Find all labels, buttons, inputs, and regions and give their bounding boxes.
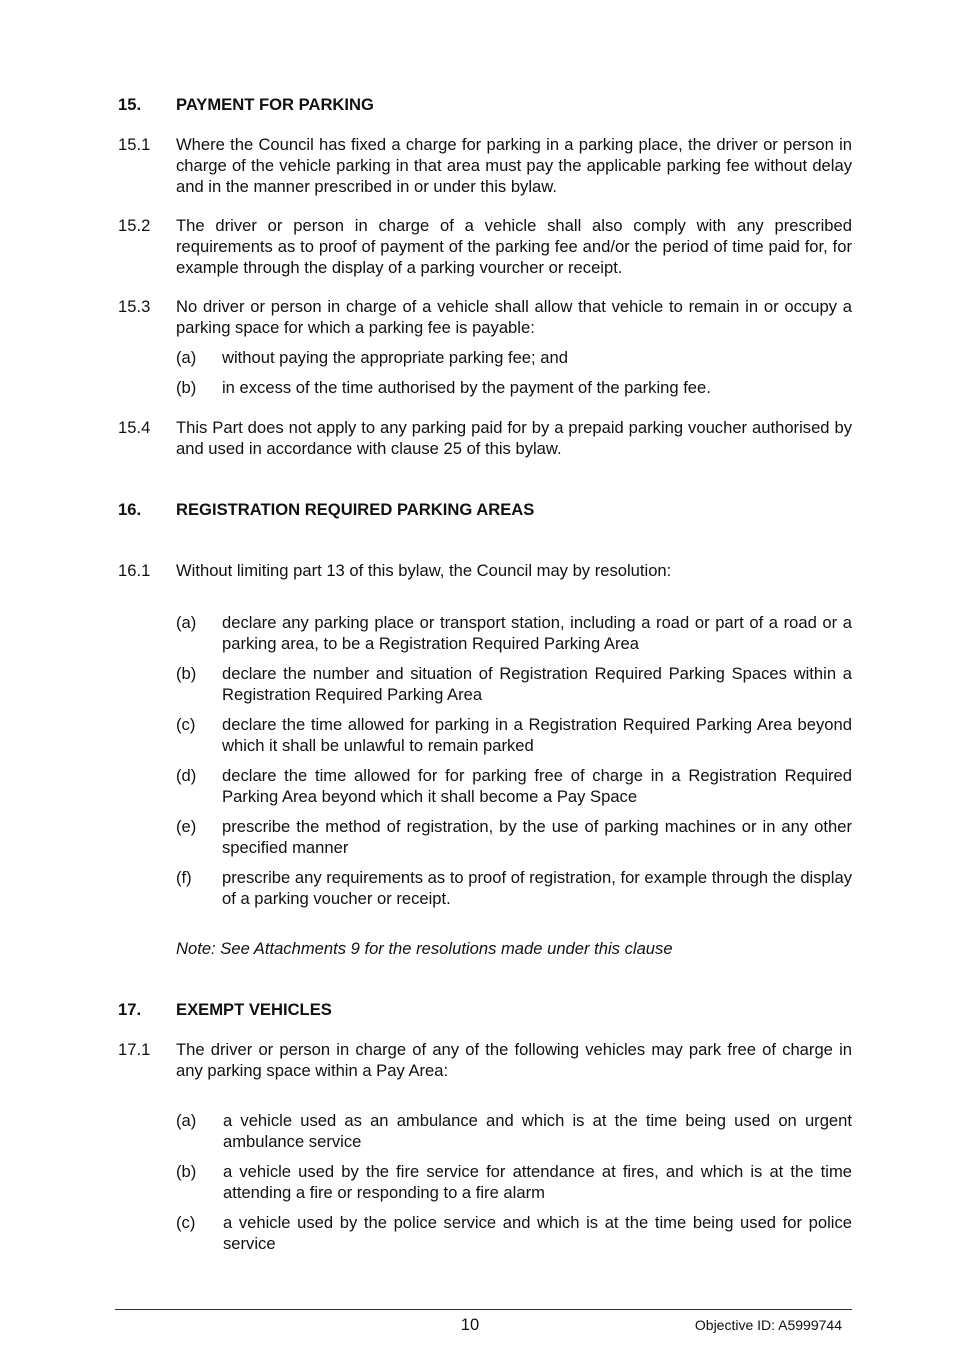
clause-16-1-item-a-text: declare any parking place or transport station, including a road or part of a road or a parking area, to be a Registration Required Parking Area	[222, 613, 852, 653]
footer-divider	[115, 1309, 852, 1310]
clause-15-3-number: 15.3	[118, 297, 151, 316]
clause-16-1-item-c-label: (c)	[176, 715, 196, 734]
clause-15-3-item-b-label: (b)	[176, 378, 197, 397]
clause-15-1-number: 15.1	[118, 135, 151, 154]
section-15-title: PAYMENT FOR PARKING	[176, 95, 374, 114]
clause-16-1-item-f-text: prescribe any requirements as to proof of registration, for example through the display of a parking voucher or receipt.	[222, 868, 852, 908]
section-15-number: 15.	[118, 95, 142, 114]
clause-15-3-item-a-label: (a)	[176, 348, 197, 367]
section-17-number: 17.	[118, 1000, 142, 1019]
section-17-title: EXEMPT VEHICLES	[176, 1000, 332, 1019]
clause-17-1-number: 17.1	[118, 1040, 151, 1059]
clause-16-1-text: Without limiting part 13 of this bylaw, the Council may by resolution:	[176, 561, 672, 580]
clause-17-1-text: The driver or person in charge of any of the following vehicles may park free of charge in any parking space within a Pay Area:	[176, 1040, 852, 1080]
clause-16-1-item-c-text: declare the time allowed for parking in a Registration Required Parking Area beyond which it shall be unlawful to remain parked	[222, 715, 852, 755]
clause-15-2-text: The driver or person in charge of a vehicle shall also comply with any prescribed requirements as to proof of payment of the parking fee and/or the period of time paid for, for example through the display of a parking vourcher or receipt.	[176, 216, 852, 277]
clause-17-1-item-b-text: a vehicle used by the fire service for attendance at fires, and which is at the time attending a fire or responding to a fire alarm	[223, 1162, 852, 1202]
section-16-number: 16.	[118, 500, 142, 519]
clause-17-1-item-c-text: a vehicle used by the police service and which is at the time being used for police service	[223, 1213, 852, 1253]
clause-16-1-item-e-label: (e)	[176, 817, 197, 836]
clause-16-1-number: 16.1	[118, 561, 151, 580]
clause-16-1-item-b-label: (b)	[176, 664, 197, 683]
objective-id: Objective ID: A5999744	[694, 1317, 842, 1333]
clause-15-3-item-b-text: in excess of the time authorised by the payment of the parking fee.	[222, 378, 711, 397]
clause-15-2-number: 15.2	[118, 216, 151, 235]
clause-15-1-text: Where the Council has fixed a charge for parking in a parking place, the driver or person in charge of the vehicle parking in that area must pay the applicable parking fee without delay and in the manner prescribed in or under this bylaw.	[176, 135, 852, 196]
clause-15-4-text: This Part does not apply to any parking paid for by a prepaid parking voucher authorised by and used in accordance with clause 25 of this bylaw.	[176, 418, 852, 458]
clause-16-1-item-d-text: declare the time allowed for for parking free of charge in a Registration Required Parking Area beyond which it shall become a Pay Space	[222, 766, 852, 806]
clause-15-3-text: No driver or person in charge of a vehicle shall allow that vehicle to remain in or occupy a parking space for which a parking fee is payable:	[176, 297, 852, 337]
clause-16-1-item-b-text: declare the number and situation of Registration Required Parking Spaces within a Registration Required Parking Area	[222, 664, 852, 704]
clause-16-1-item-a-label: (a)	[176, 613, 197, 632]
clause-17-1-item-a-text: a vehicle used as an ambulance and which is at the time being used on urgent ambulance service	[223, 1111, 852, 1151]
clause-16-1-item-f-label: (f)	[176, 868, 192, 887]
clause-17-1-item-c-label: (c)	[176, 1213, 196, 1232]
clause-15-3-item-a-text: without paying the appropriate parking fee; and	[222, 348, 568, 367]
section-16-title: REGISTRATION REQUIRED PARKING AREAS	[176, 500, 535, 519]
section-16-note: Note: See Attachments 9 for the resolutions made under this clause	[176, 939, 673, 958]
clause-17-1-item-a-label: (a)	[176, 1111, 197, 1130]
clause-16-1-item-d-label: (d)	[176, 766, 197, 785]
clause-16-1-item-e-text: prescribe the method of registration, by the use of parking machines or in any other specified manner	[222, 817, 852, 857]
clause-15-4-number: 15.4	[118, 418, 151, 437]
clause-17-1-item-b-label: (b)	[176, 1162, 197, 1181]
page-number: 10	[460, 1315, 480, 1334]
